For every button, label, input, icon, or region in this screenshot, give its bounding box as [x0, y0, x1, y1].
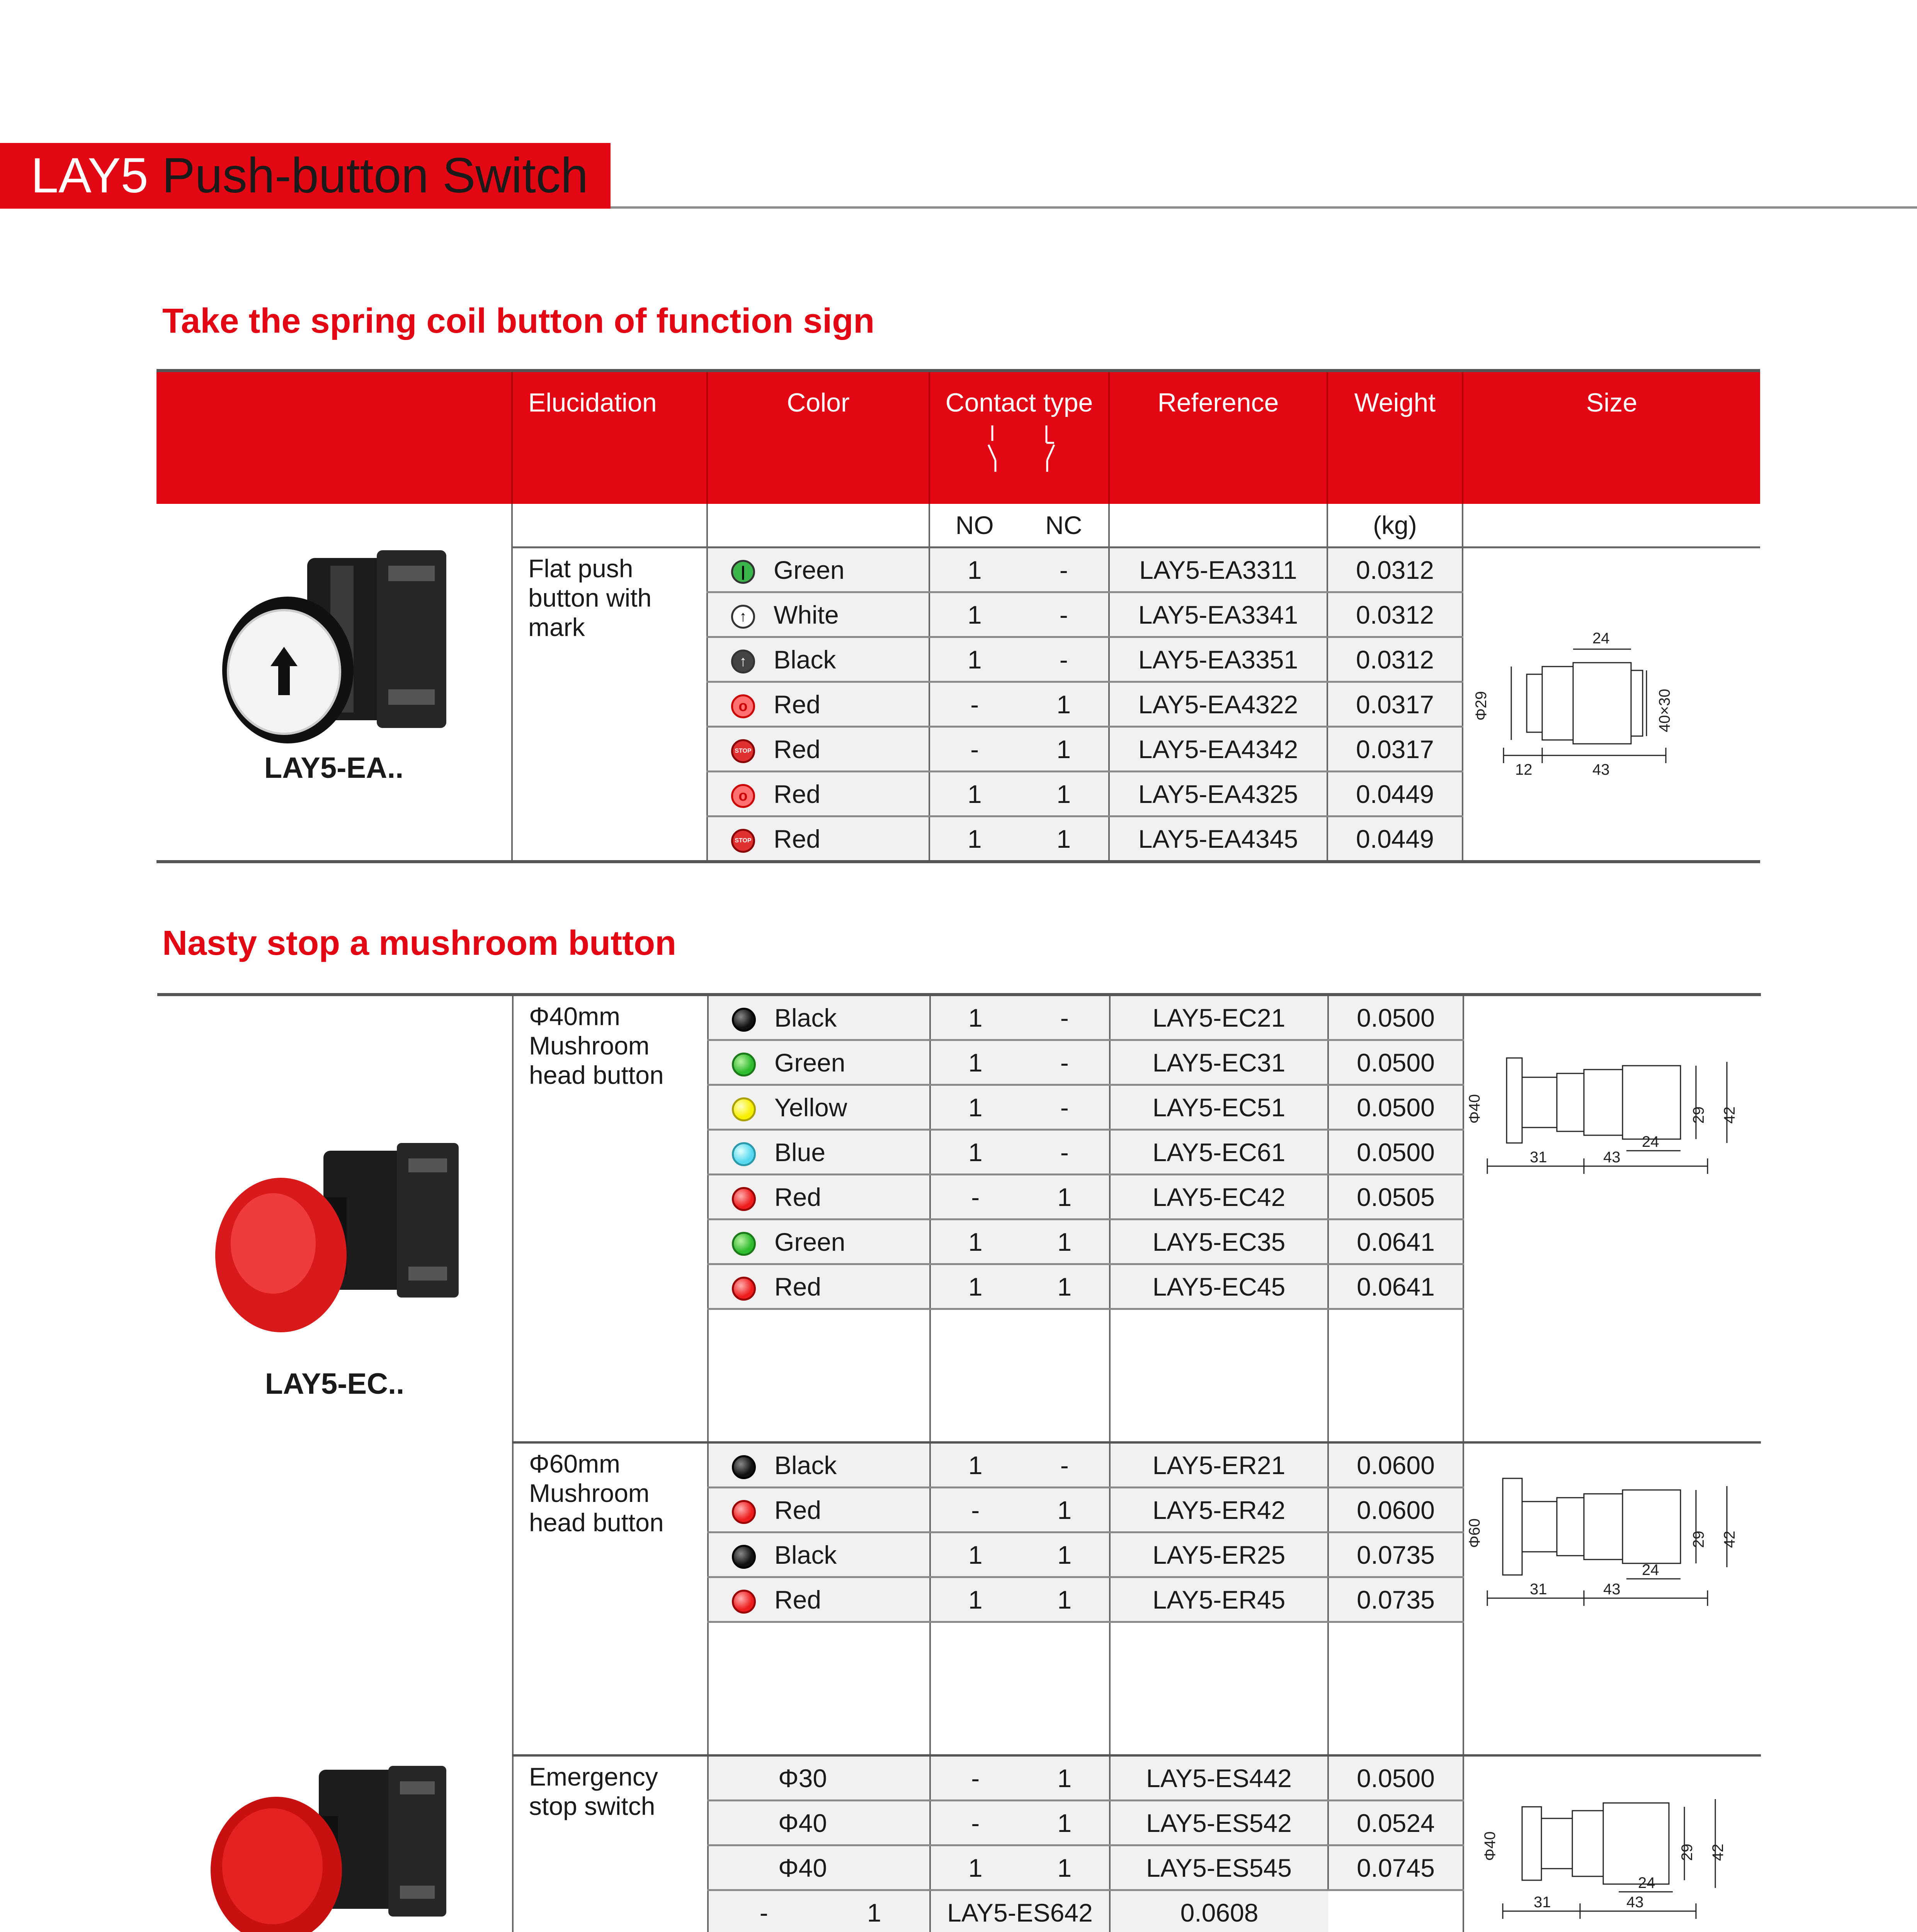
- dim-43: 43: [1592, 761, 1610, 778]
- red-stop-icon: STOP: [731, 829, 755, 853]
- section1-title: Take the spring coil button of function sign: [162, 302, 875, 340]
- black-dot-icon: [732, 1008, 756, 1032]
- red-dot-icon: [732, 1277, 756, 1301]
- size-drawing-cell: [1463, 548, 1760, 862]
- dim-29: 29: [1690, 1106, 1707, 1124]
- blue-dot-icon: [732, 1142, 756, 1166]
- red-dot-icon: [732, 1187, 756, 1211]
- table-row: Red 1 1 LAY5-EC45 0.0641: [157, 1264, 1761, 1309]
- table-row: Blue 1 - LAY5-EC61 0.0500: [157, 1130, 1761, 1175]
- table-row: Φ40 - 1 LAY5-ES542 0.0524: [157, 1801, 1761, 1845]
- dim-42: 42: [1721, 1531, 1738, 1548]
- mushroom-button-image: [215, 1143, 470, 1352]
- table-row: Emergency stop switch Φ30 - 1 LAY5-ES442 0.0500 Φ40 29 42 24 31 43: [157, 1755, 1761, 1801]
- section1-subheader-row: [156, 504, 1760, 548]
- header-size: Size: [1463, 371, 1760, 504]
- dim-phi29: Φ29: [1473, 691, 1490, 721]
- black-dot-icon: [732, 1545, 756, 1569]
- header-elucidation: Elucidation: [512, 371, 707, 504]
- dim-24: 24: [1642, 1133, 1659, 1150]
- dim-24: 24: [1638, 1874, 1655, 1891]
- banner-title: Push-button Switch: [148, 148, 588, 203]
- product-label-ea: LAY5-EA..: [264, 752, 404, 784]
- table-row: o Red - 1 LAY5-EA4322 0.0317: [156, 682, 1760, 727]
- dim-42: 42: [1709, 1844, 1726, 1861]
- flat-push-button-image: [214, 543, 462, 774]
- header-image-col: [156, 371, 512, 504]
- dim-29: 29: [1679, 1844, 1696, 1861]
- size-drawing-cell: [1463, 995, 1761, 1442]
- table-row: Black 1 1 LAY5-ER25 0.0735: [157, 1532, 1761, 1577]
- table-row: STOP Red - 1 LAY5-EA4342 0.0317: [156, 727, 1760, 772]
- elucidation-cell: Flat push button with mark: [512, 548, 707, 862]
- product-image-cell-ec-er: [157, 995, 513, 1890]
- table-row: Red 1 1 LAY5-ER45 0.0735: [157, 1577, 1761, 1622]
- dim-31: 31: [1530, 1149, 1547, 1166]
- header-reference: Reference: [1109, 371, 1327, 504]
- header-weight: Weight: [1327, 371, 1463, 504]
- red-dot-icon: [732, 1500, 756, 1524]
- green-dot-icon: [732, 1053, 756, 1077]
- table-row: STOP Red 1 1 LAY5-EA4345 0.0449: [156, 816, 1760, 862]
- dim-31: 31: [1530, 1581, 1547, 1598]
- contact-symbols-icon: [950, 418, 1089, 476]
- section1-table: [156, 369, 1760, 863]
- size-drawing-cell: [1463, 1442, 1761, 1755]
- elucidation-cell: Φ40mm Mushroom head button: [513, 995, 708, 1442]
- red-dot-icon: [732, 1590, 756, 1614]
- dim-43: 43: [1626, 1894, 1644, 1911]
- red-o-icon: o: [731, 784, 755, 808]
- dim-phi60: Φ60: [1466, 1518, 1483, 1548]
- dim-phi40: Φ40: [1466, 1094, 1483, 1124]
- table-row: LAY5-EC.. Φ40mm Mushroom head button Black 1 - LAY5-EC21 0.0500 Φ40 29 42 24 31 43: [157, 995, 1761, 1040]
- subheader-no: NO: [955, 511, 994, 539]
- banner-rule: [611, 206, 1917, 209]
- product-label-ec: LAY5-EC..: [265, 1367, 405, 1400]
- table-row: Red - 1 LAY5-ER42 0.0600: [157, 1488, 1761, 1532]
- green-dot-icon: [732, 1232, 756, 1256]
- table-row: ↑ White 1 - LAY5-EA3341 0.0312: [156, 592, 1760, 637]
- size-drawing-ec: [1464, 996, 1761, 1228]
- table-row: Φ60mm Mushroom head button Black 1 - LAY5-ER21 0.0600 Φ60 29 42 24 31 43: [157, 1442, 1761, 1488]
- red-o-icon: o: [731, 694, 755, 718]
- dim-24: 24: [1642, 1561, 1659, 1578]
- page-banner: [0, 143, 611, 209]
- elucidation-cell: Φ60mm Mushroom head button: [513, 1442, 708, 1755]
- size-drawing-es: [1464, 1757, 1761, 1932]
- table-row: Φ40 1 1 LAY5-ES545 0.0745: [157, 1845, 1761, 1890]
- section2-title: Nasty stop a mushroom button: [162, 924, 677, 963]
- size-drawing-er: [1464, 1444, 1761, 1637]
- table-row: Yellow 1 - LAY5-EC51 0.0500: [157, 1085, 1761, 1130]
- dim-40x30: 40×30: [1656, 689, 1673, 732]
- black-mark-icon: ↑: [731, 650, 755, 673]
- table-row: - 1 LAY5-ES642 0.0608: [157, 1890, 1761, 1932]
- white-mark-icon: ↑: [731, 605, 755, 629]
- table-row: o Red 1 1 LAY5-EA4325 0.0449: [156, 772, 1760, 816]
- table-row: Flat push button with mark | Green 1 - LAY5-EA3311 0.0312 24 Φ29 40×30 12 43: [156, 548, 1760, 592]
- dim-43: 43: [1603, 1581, 1621, 1598]
- dim-29: 29: [1690, 1531, 1707, 1548]
- table-row: Green 1 1 LAY5-EC35 0.0641: [157, 1219, 1761, 1264]
- dim-43: 43: [1603, 1149, 1621, 1166]
- size-drawing-ea: [1465, 620, 1759, 782]
- product-image-cell-es: [156, 1758, 512, 1932]
- product-image-cell: [156, 504, 512, 862]
- header-contact-type: [929, 371, 1109, 504]
- black-dot-icon: [732, 1455, 756, 1479]
- banner-model: LAY5: [31, 148, 148, 203]
- green-mark-icon: |: [731, 560, 755, 584]
- dim-24: 24: [1592, 630, 1610, 647]
- elucidation-cell: Emergency stop switch: [513, 1755, 708, 1932]
- header-color: Color: [707, 371, 929, 504]
- section1-header-row: [156, 371, 1760, 504]
- table-row: Green 1 - LAY5-EC31 0.0500: [157, 1040, 1761, 1085]
- red-stop-icon: STOP: [731, 739, 755, 763]
- subheader-nc: NC: [1045, 511, 1082, 539]
- header-contact-type-label: Contact type: [945, 388, 1093, 417]
- dim-31: 31: [1534, 1894, 1551, 1911]
- subheader-weight-unit: (kg): [1327, 504, 1463, 548]
- dim-12: 12: [1515, 761, 1533, 778]
- table-row: Red - 1 LAY5-EC42 0.0505: [157, 1175, 1761, 1219]
- emergency-stop-image: [211, 1766, 458, 1932]
- size-drawing-cell: [1463, 1755, 1761, 1932]
- table-row: ↑ Black 1 - LAY5-EA3351 0.0312: [156, 637, 1760, 682]
- yellow-dot-icon: [732, 1097, 756, 1121]
- dim-phi40: Φ40: [1482, 1831, 1499, 1861]
- dim-42: 42: [1721, 1106, 1738, 1124]
